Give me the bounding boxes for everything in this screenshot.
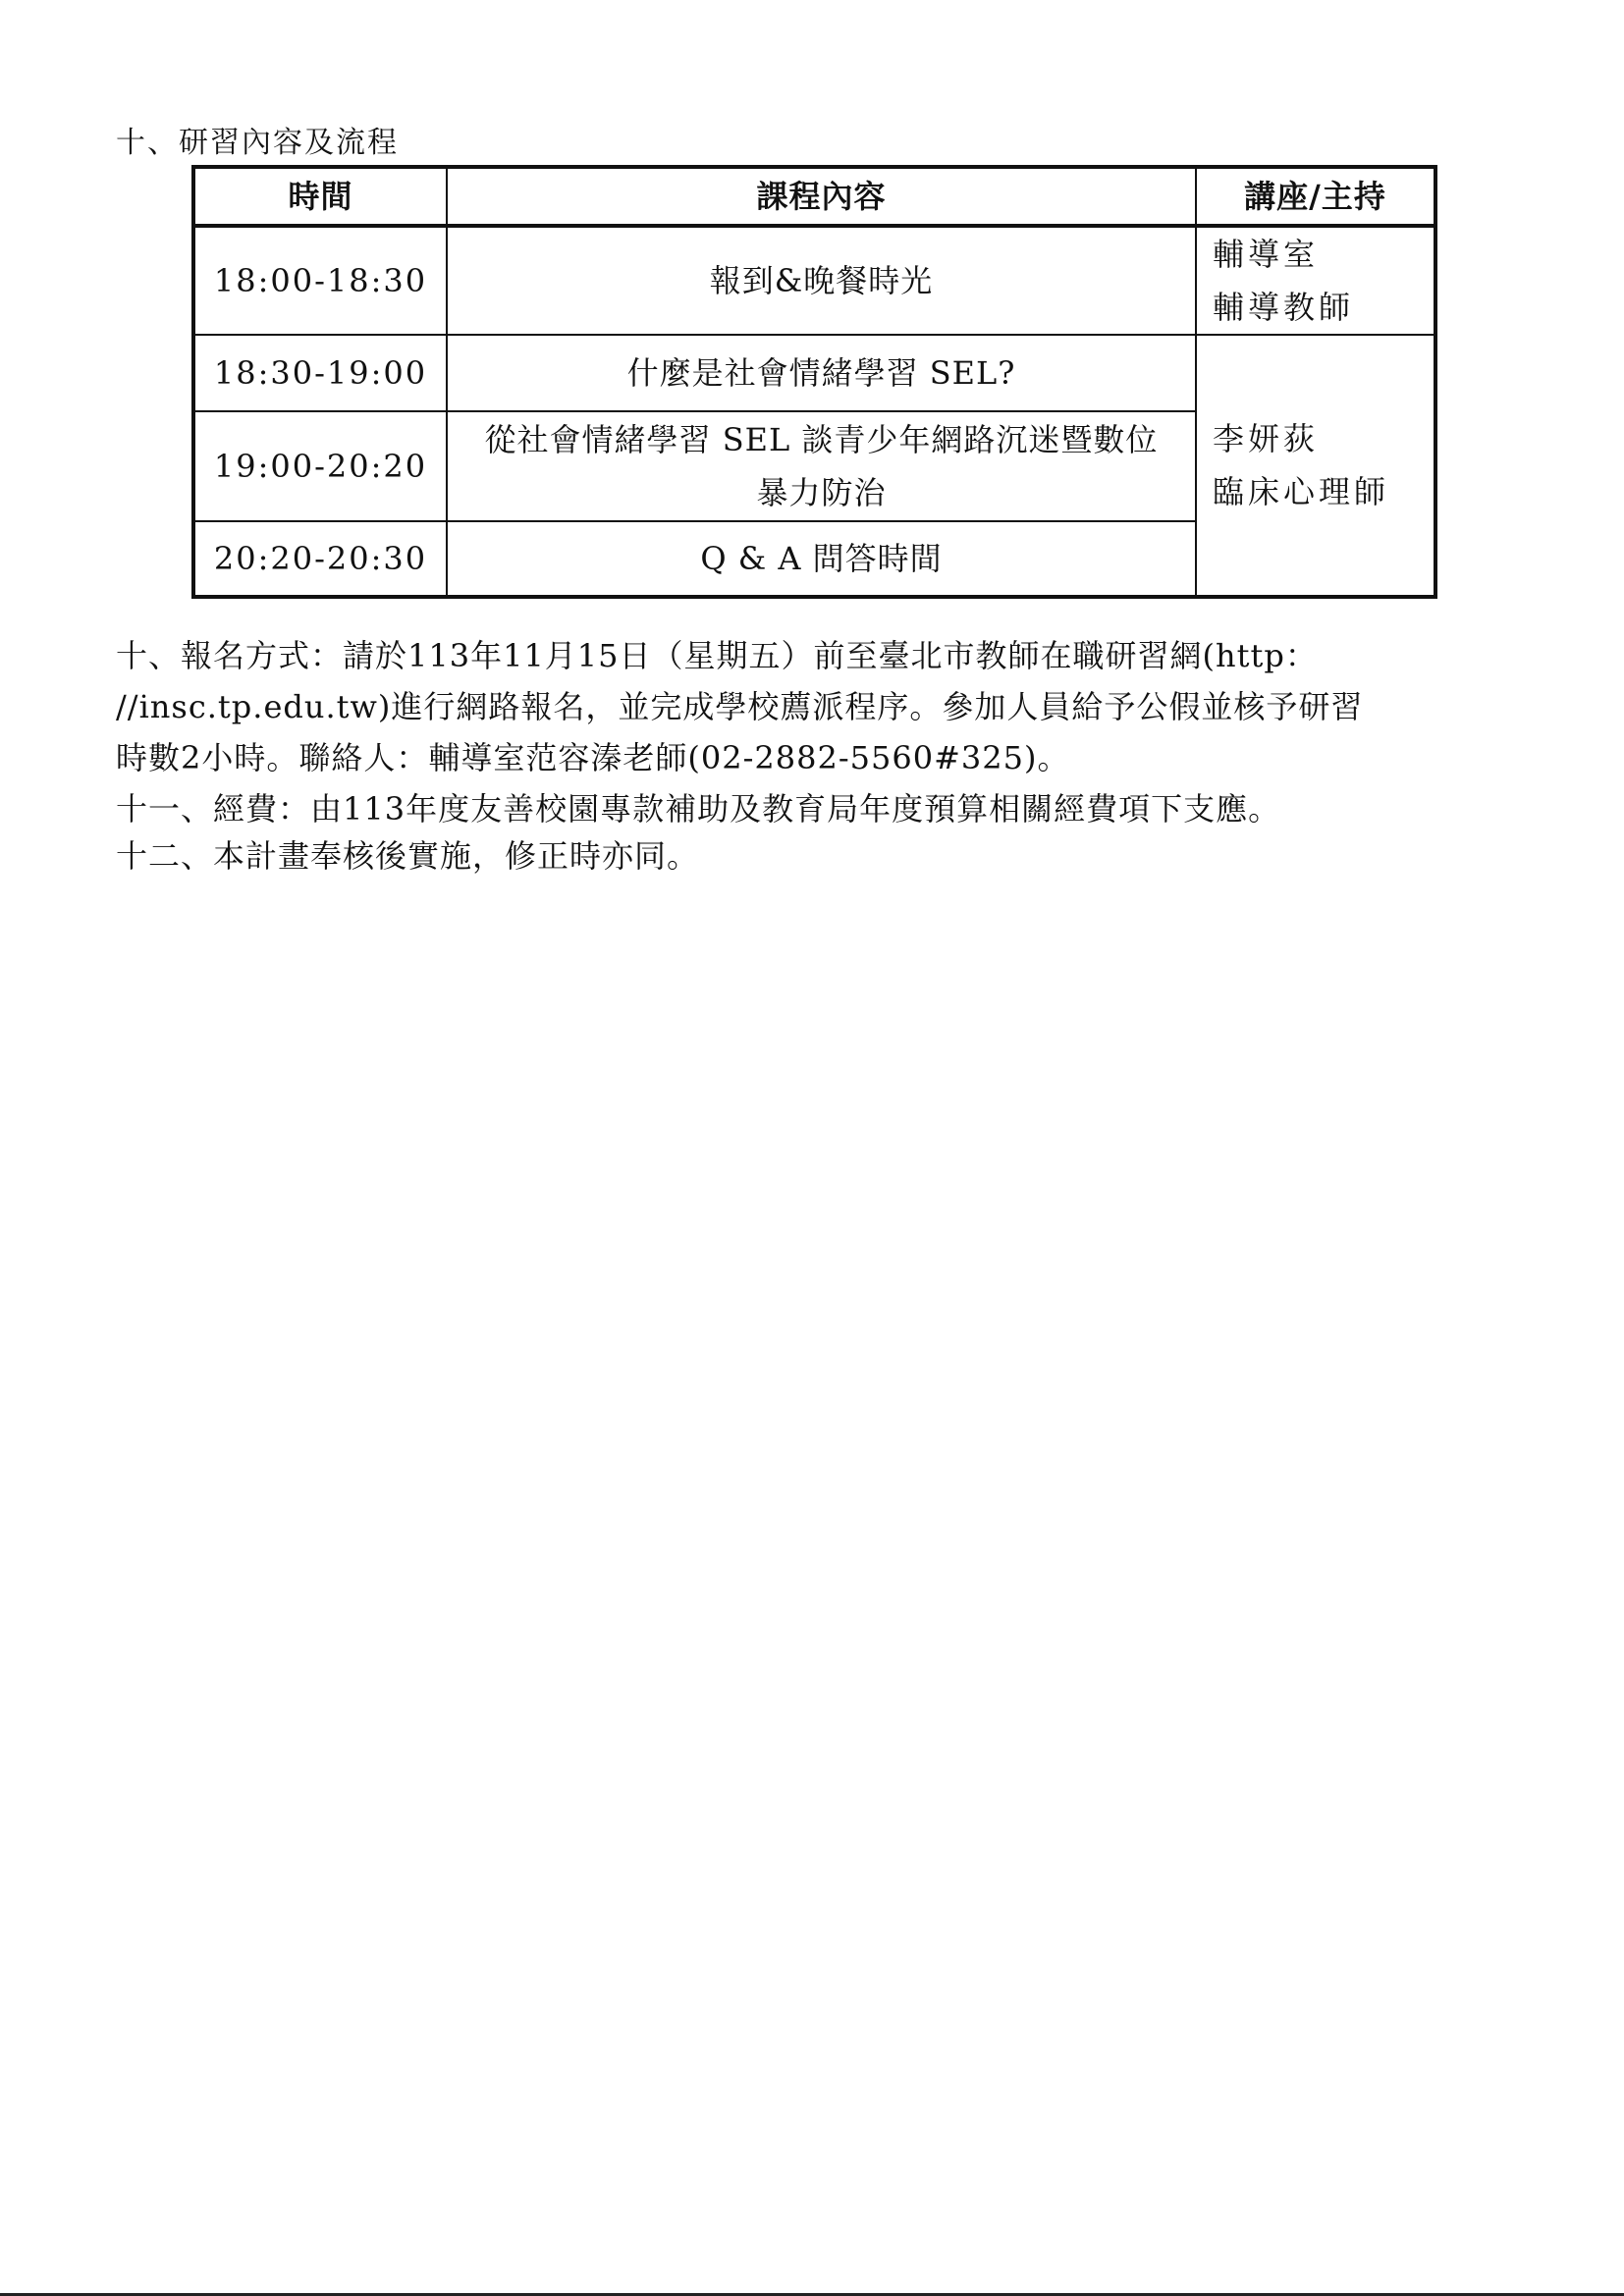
row-time: 18:30-19:00 — [193, 335, 447, 411]
header-host: 講座/主持 — [1196, 167, 1435, 226]
content-line: 從社會情緒學習 SEL 談青少年網路沉迷暨數位 — [484, 421, 1159, 458]
row-time: 19:00-20:20 — [193, 411, 447, 521]
registration-line: //insc.tp.edu.tw)進行網路報名，並完成學校薦派程序。參加人員給予公假並核予研習 — [116, 688, 1364, 725]
header-content: 課程內容 — [447, 167, 1196, 226]
table-header-row — [193, 167, 1435, 226]
row-time: 18:00-18:30 — [193, 226, 447, 335]
row-host — [1196, 226, 1435, 335]
host-line: 輔導教師 — [1213, 289, 1355, 326]
host-line: 李妍荻 — [1213, 420, 1320, 457]
implementation-paragraph: 十二、本計畫奉核後實施，修正時亦同。 — [116, 837, 700, 875]
table-row — [193, 226, 1435, 335]
registration-line: 十、報名方式：請於113年11月15日（星期五）前至臺北市教師在職研習網(http： — [116, 637, 1318, 674]
content-line: 暴力防治 — [756, 474, 887, 511]
row-content: Q & A 問答時間 — [447, 521, 1196, 597]
section-heading-schedule: 十、研習內容及流程 — [116, 126, 399, 160]
header-time: 時間 — [193, 167, 447, 226]
host-line: 臨床心理師 — [1213, 473, 1390, 510]
row-host — [1196, 335, 1435, 597]
registration-paragraph — [116, 630, 1510, 783]
row-content — [447, 411, 1196, 521]
row-time: 20:20-20:30 — [193, 521, 447, 597]
schedule-table — [191, 165, 1437, 599]
row-content: 什麼是社會情緒學習 SEL? — [447, 335, 1196, 411]
row-content: 報到&晚餐時光 — [447, 226, 1196, 335]
host-line: 輔導室 — [1213, 236, 1320, 273]
funding-paragraph: 十一、經費：由113年度友善校園專款補助及教育局年度預算相關經費項下支應。 — [116, 790, 1281, 828]
registration-line: 時數2小時。聯絡人：輔導室范容溱老師(02-2882-5560#325)。 — [116, 739, 1070, 776]
table-row — [193, 335, 1435, 411]
